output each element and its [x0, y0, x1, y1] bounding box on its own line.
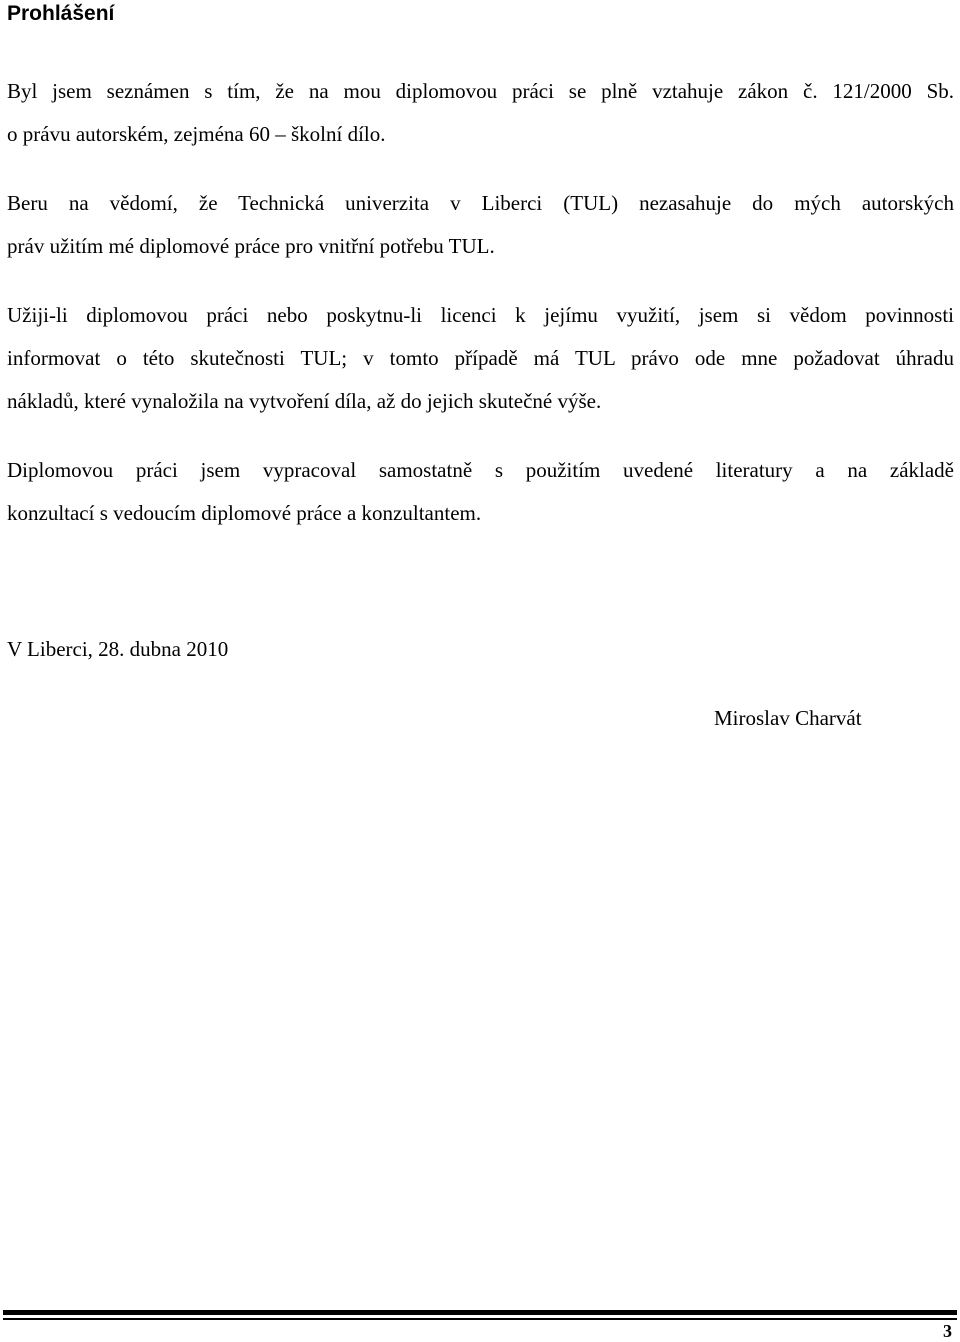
- paragraph-line: Diplomovou práci jsem vypracoval samostatně s použitím uvedené literatury a na základě: [7, 458, 954, 482]
- independent-work-paragraph: [7, 449, 954, 535]
- author-signature: Miroslav Charvát: [714, 706, 862, 730]
- license-paragraph: [7, 294, 954, 423]
- paragraph-line: konzultací s vedoucím diplomové práce a konzultantem.: [7, 501, 482, 525]
- paragraph-line: práv užitím mé diplomové práce pro vnitřní potřebu TUL.: [7, 234, 495, 258]
- page-number: 3: [943, 1321, 952, 1341]
- footer-rule: [3, 1310, 957, 1315]
- paragraph-line: o právu autorském, zejména 60 – školní dílo.: [7, 122, 386, 146]
- footer-rule-secondary: [3, 1318, 957, 1320]
- copyright-law-paragraph: [7, 70, 954, 156]
- paragraph-line: nákladů, které vynaložila na vytvoření díla, až do jejich skutečné výše.: [7, 389, 602, 413]
- paragraph-line: Byl jsem seznámen s tím, že na mou diplomovou práci se plně vztahuje zákon č. 121/2000 Sb.: [7, 79, 954, 103]
- tul-rights-paragraph: [7, 182, 954, 268]
- page-title: Prohlášení: [7, 2, 115, 25]
- paragraph-line: Beru na vědomí, že Technická univerzita v Liberci (TUL) nezasahuje do mých autorských: [7, 191, 954, 215]
- paragraph-line: informovat o této skutečnosti TUL; v tomto případě má TUL právo ode mne požadovat úhradu: [7, 346, 954, 370]
- paragraph-line: Užiji-li diplomovou práci nebo poskytnu-li licenci k jejímu využití, jsem si vědom povinnosti: [7, 303, 954, 327]
- place-and-date: V Liberci, 28. dubna 2010: [7, 637, 229, 661]
